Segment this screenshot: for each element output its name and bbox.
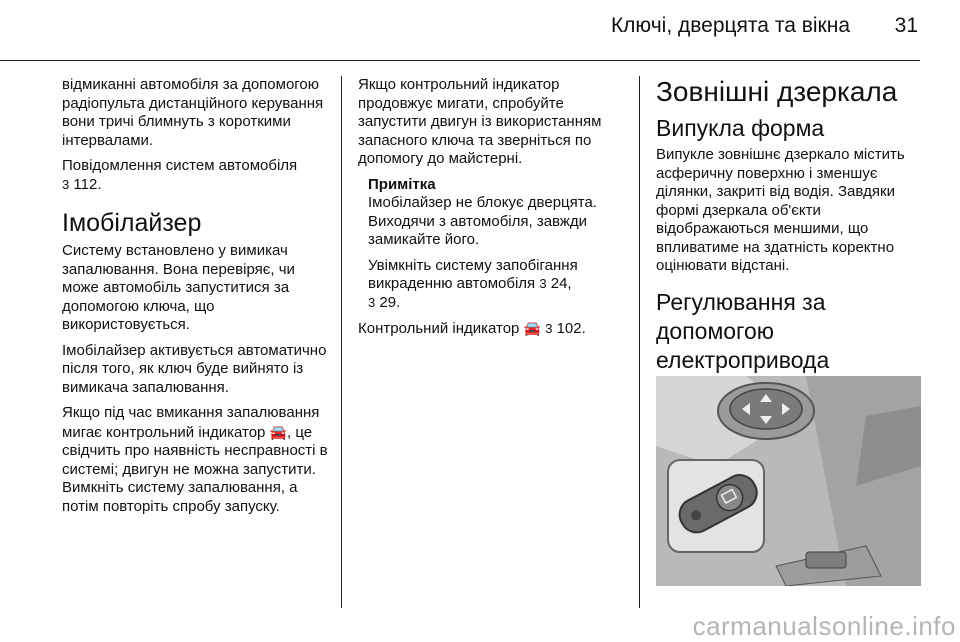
page-link[interactable]: 24, — [550, 275, 572, 292]
page-link[interactable]: 102. — [556, 320, 586, 337]
note-title: Примітка — [368, 175, 436, 193]
paragraph: відмиканні автомобіля за допомогою радіопульта дистанційного керування вони тричі блимнуть з короткими інтервалами. — [62, 76, 324, 149]
section-heading-mirrors: Зовнішні дзеркала — [656, 76, 898, 107]
mirror-switch-drawing — [656, 376, 921, 586]
column-1 — [62, 76, 330, 523]
paragraph: Якщо під час вмикання запалювання мигає контрольний індикатор 🚘, це свідчить про наявність несправності в системі; двигун не можна запустити. Вимкніть систему запалювання, а потім повторіть спробу запуску. — [62, 404, 328, 515]
page-link[interactable]: 112. — [73, 175, 102, 193]
paragraph: Систему встановлено у вимикач запалювання. Вона перевіряє, чи може автомобіль запуститися за допомогою ключа, що використовується. — [62, 242, 295, 333]
subheading-convex: Випукла форма — [656, 115, 825, 141]
paragraph: Якщо контрольний індикатор продовжує мигати, спробуйте запустити двигун із використанням запасного ключа та зверніться по допомогу до майстерні. — [358, 76, 602, 167]
column-3 — [656, 76, 922, 375]
subheading-electric-adjustment: Регулювання за допомогою електропривода — [656, 288, 830, 373]
column-2 — [358, 76, 626, 346]
paragraph: Імобілайзер активується автоматично після того, як ключ буде вийнято із вимикача запалювання. — [62, 341, 327, 396]
reference-arrow-icon: 3 — [539, 276, 547, 291]
page-number: 31 — [894, 14, 918, 37]
note-paragraph: Імобілайзер не блокує дверцята. Виходячи з автомобіля, завжди замикайте його. — [368, 194, 597, 248]
page-link[interactable]: 29. — [379, 293, 401, 311]
car-warning-icon: 🚘 — [269, 423, 288, 440]
paragraph: Випукле зовнішнє дзеркало містить асферичну поверхню і зменшує ділянки, закриті від водія. Завдяки формі дзеркала об'єкти відображаються меншими, що впливатиме на здатність коректно оцінювати відстані. — [656, 146, 905, 274]
paragraph-reference: Повідомлення систем автомобіля 3 112. — [62, 157, 298, 193]
page-title: Ключі, дверцята та вікна — [610, 14, 850, 37]
paragraph-reference: Контрольний індикатор 🚘 3 102. — [358, 320, 586, 337]
note-box — [358, 176, 626, 313]
reference-arrow-icon: 3 — [545, 321, 553, 336]
reference-arrow-icon: 3 — [62, 176, 70, 192]
column-divider-1 — [341, 76, 342, 608]
header-rule — [0, 60, 920, 61]
note-paragraph-reference: Увімкніть систему запобігання викраденню автомобіля 3 24, 3 29. — [368, 256, 578, 311]
column-divider-2 — [639, 76, 640, 608]
watermark: carmanualsonline.info — [692, 611, 956, 641]
section-heading-immobilizer: Імобілайзер — [62, 209, 202, 237]
car-warning-icon: 🚘 — [523, 320, 542, 336]
mirror-control-illustration — [656, 376, 921, 586]
reference-arrow-icon: 3 — [368, 294, 376, 310]
page-header — [0, 0, 960, 62]
